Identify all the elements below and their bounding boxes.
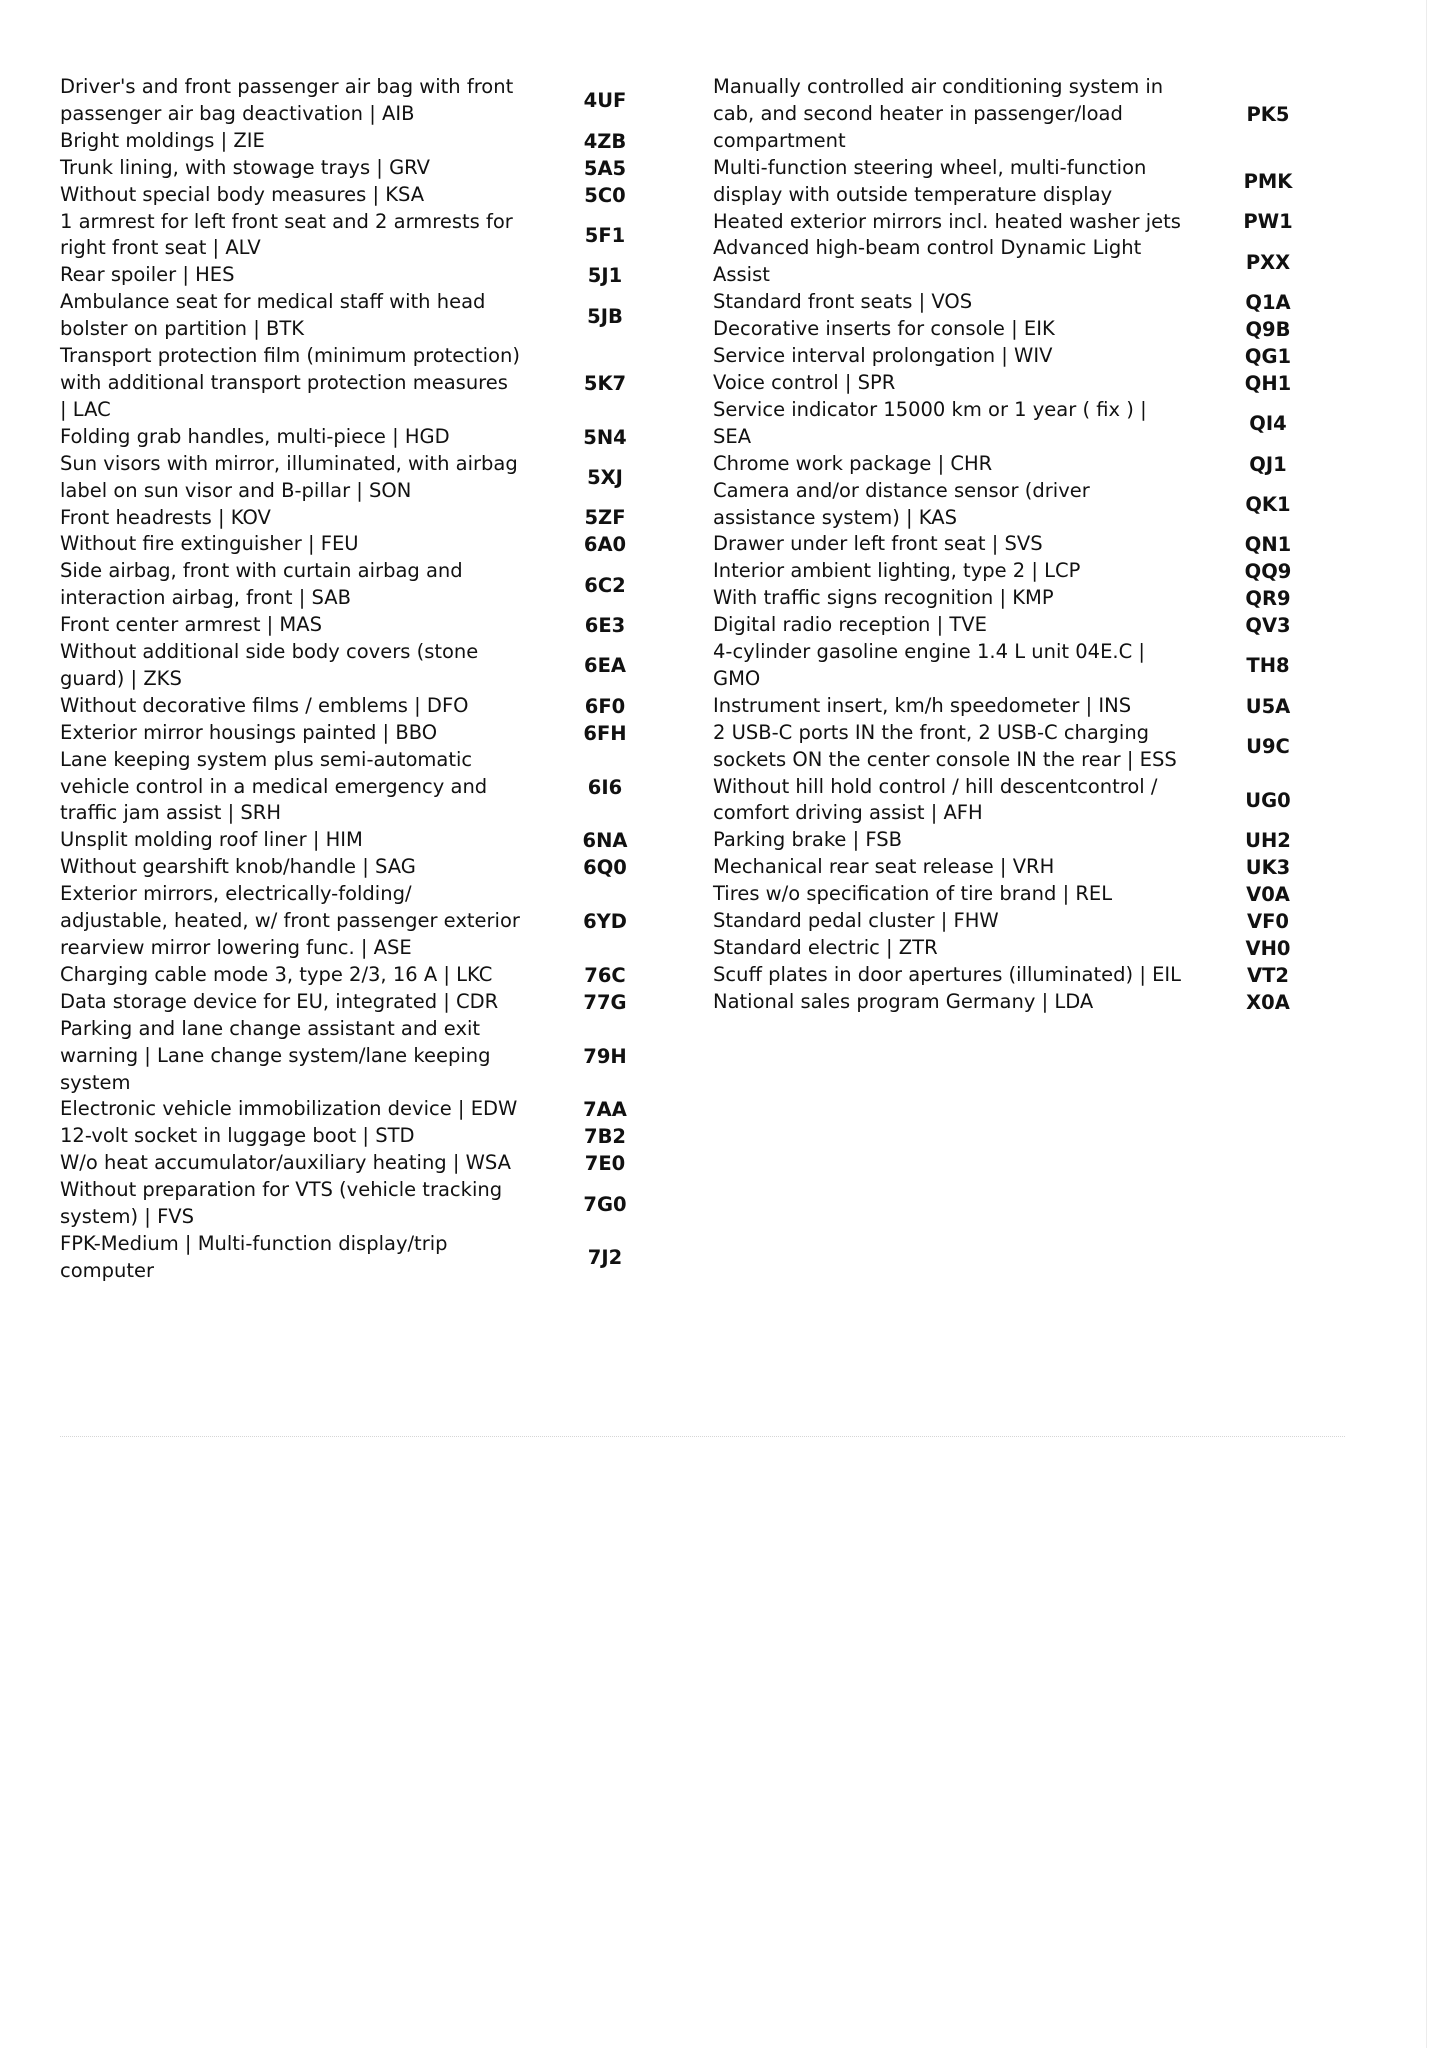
equipment-description: 1 armrest for left front seat and 2 armrests for right front seat | ALV <box>60 209 513 260</box>
equipment-description: Side airbag, front with curtain airbag and interaction airbag, front | SAB <box>60 559 463 610</box>
equipment-row <box>60 1096 690 1123</box>
equipment-description: Bright moldings | ZIE <box>60 128 265 152</box>
option-code: UH2 <box>1245 829 1291 853</box>
equipment-row <box>713 854 1353 881</box>
option-code: 77G <box>583 990 627 1014</box>
equipment-row <box>713 478 1353 532</box>
equipment-row <box>60 854 690 881</box>
equipment-row <box>60 747 690 828</box>
equipment-description: Standard front seats | VOS <box>713 290 973 314</box>
equipment-row <box>60 827 690 854</box>
equipment-description: Service indicator 15000 km or 1 year ( fix ) | SEA <box>713 397 1147 448</box>
option-code: 6FH <box>583 721 627 745</box>
equipment-row <box>713 316 1353 343</box>
equipment-description: Drawer under left front seat | SVS <box>713 532 1043 556</box>
equipment-description: 12-volt socket in luggage boot | STD <box>60 1124 415 1148</box>
option-code: PK5 <box>1246 102 1290 126</box>
equipment-description: Exterior mirrors, electrically-folding/ adjustable, heated, w/ front passenger exterior rearview mirror lowering func. | ASE <box>60 882 520 959</box>
equipment-row <box>713 881 1353 908</box>
equipment-description: Unsplit molding roof liner | HIM <box>60 828 363 852</box>
equipment-row <box>713 827 1353 854</box>
equipment-row <box>60 1177 690 1231</box>
option-code: 6E3 <box>584 614 626 638</box>
option-code: 6NA <box>582 829 628 853</box>
option-code: 5K7 <box>583 371 627 395</box>
equipment-description: Folding grab handles, multi-piece | HGD <box>60 424 450 448</box>
equipment-description: Lane keeping system plus semi-automatic vehicle control in a medical emergency and traffic jam assist | SRH <box>60 747 488 825</box>
equipment-row <box>60 128 690 155</box>
equipment-description: Without preparation for VTS (vehicle tracking system) | FVS <box>60 1178 503 1229</box>
equipment-description: Without hill hold control / hill descentcontrol / comfort driving assist | AFH <box>713 774 1158 825</box>
option-code: VF0 <box>1247 910 1289 934</box>
option-code: PW1 <box>1243 210 1293 234</box>
option-code: 7J2 <box>587 1246 623 1270</box>
equipment-description: Standard electric | ZTR <box>713 936 938 959</box>
equipment-row <box>60 1016 690 1097</box>
scan-artifact-line <box>60 1436 1345 1437</box>
equipment-row <box>713 370 1353 397</box>
equipment-description: Transport protection film (minimum protection) with additional transport protection measures | LAC <box>60 344 520 421</box>
equipment-description: Exterior mirror housings painted | BBO <box>60 720 438 744</box>
option-code: 6F0 <box>584 694 626 718</box>
equipment-row <box>60 720 690 747</box>
equipment-row <box>713 693 1353 720</box>
option-code: 76C <box>584 963 626 987</box>
equipment-description: Scuff plates in door apertures (illuminated) | EIL <box>713 962 1182 986</box>
equipment-row <box>713 209 1353 236</box>
equipment-description: Voice control | SPR <box>713 370 896 394</box>
equipment-row <box>713 558 1353 585</box>
equipment-row <box>60 881 690 962</box>
option-code: 6I6 <box>587 775 623 799</box>
equipment-description: Instrument insert, km/h speedometer | INS <box>713 693 1132 717</box>
equipment-row <box>60 1231 690 1285</box>
equipment-description: Mechanical rear seat release | VRH <box>713 855 1055 879</box>
equipment-description: Digital radio reception | TVE <box>713 613 987 637</box>
option-code: 4ZB <box>583 129 627 153</box>
option-code: 7E0 <box>584 1152 626 1176</box>
option-code: 6C2 <box>584 573 626 597</box>
option-code: U9C <box>1246 735 1290 759</box>
equipment-description: Trunk lining, with stowage trays | GRV <box>60 155 431 179</box>
option-code: QQ9 <box>1244 560 1292 584</box>
option-code: UK3 <box>1245 856 1291 880</box>
option-code: VT2 <box>1247 963 1289 987</box>
equipment-description: Charging cable mode 3, type 2/3, 16 A | LKC <box>60 962 493 986</box>
equipment-row <box>60 962 690 989</box>
option-code: V0A <box>1246 883 1290 907</box>
equipment-row <box>713 397 1353 451</box>
option-code: U5A <box>1245 694 1291 718</box>
option-code: 5ZF <box>584 506 626 530</box>
equipment-description: 4-cylinder gasoline engine 1.4 L unit 04E.C | GMO <box>713 640 1145 690</box>
equipment-row <box>713 908 1353 935</box>
equipment-description: Data storage device for EU, integrated | CDR <box>60 989 499 1013</box>
option-code: VH0 <box>1245 936 1291 960</box>
equipment-row <box>60 74 690 128</box>
equipment-description: Sun visors with mirror, illuminated, with airbag label on sun visor and B-pillar | SON <box>60 451 518 502</box>
equipment-description: Advanced high-beam control Dynamic Light Assist <box>713 236 1142 287</box>
equipment-row <box>60 182 690 209</box>
equipment-description: Without additional side body covers (stone guard) | ZKS <box>60 640 479 690</box>
equipment-list-right <box>713 74 1353 1016</box>
equipment-row <box>60 451 690 505</box>
option-code: 7AA <box>583 1098 627 1122</box>
equipment-row <box>60 1150 690 1177</box>
option-code: UG0 <box>1245 788 1291 812</box>
equipment-row <box>60 989 690 1016</box>
equipment-row <box>713 155 1353 209</box>
option-code: TH8 <box>1246 654 1290 678</box>
equipment-description: Heated exterior mirrors incl. heated washer jets <box>713 209 1181 233</box>
equipment-row <box>60 155 690 182</box>
equipment-description: Tires w/o specification of tire brand | REL <box>713 882 1113 906</box>
option-code: 5A5 <box>583 156 627 180</box>
option-code: PMK <box>1243 170 1293 194</box>
equipment-description: Rear spoiler | HES <box>60 263 235 287</box>
option-code: 5C0 <box>584 183 626 207</box>
scan-artifact-edge <box>1426 0 1427 2048</box>
option-code: Q9B <box>1245 318 1291 342</box>
option-code: 6Q0 <box>583 856 627 880</box>
option-code: QK1 <box>1245 493 1291 516</box>
option-code: 5XJ <box>587 466 623 490</box>
option-code: 5N4 <box>583 425 627 449</box>
equipment-description: Decorative inserts for console | EIK <box>713 317 1055 341</box>
option-code: QR9 <box>1245 587 1291 611</box>
option-code: QG1 <box>1244 345 1292 369</box>
equipment-row <box>60 1123 690 1150</box>
equipment-description: Without decorative films / emblems | DFO <box>60 693 469 717</box>
equipment-description: Front center armrest | MAS <box>60 613 322 637</box>
equipment-row <box>60 289 690 343</box>
equipment-description: Without special body measures | KSA <box>60 182 425 206</box>
option-code: QN1 <box>1244 533 1292 557</box>
equipment-row <box>713 289 1353 316</box>
option-code: QV3 <box>1245 614 1291 638</box>
equipment-description: Camera and/or distance sensor (driver assistance system) | KAS <box>713 478 1090 529</box>
equipment-row <box>713 720 1353 774</box>
equipment-row <box>60 343 690 424</box>
equipment-row <box>713 612 1353 639</box>
equipment-row <box>713 935 1353 962</box>
equipment-row <box>713 343 1353 370</box>
equipment-description: Without fire extinguisher | FEU <box>60 532 359 556</box>
equipment-row <box>713 235 1353 289</box>
equipment-row <box>713 774 1353 828</box>
equipment-row <box>713 531 1353 558</box>
option-code: 5JB <box>587 304 623 328</box>
option-code: 79H <box>583 1044 627 1068</box>
option-code: 6A0 <box>583 533 627 557</box>
equipment-description: Front headrests | KOV <box>60 505 271 529</box>
equipment-description: Ambulance seat for medical staff with head bolster on partition | BTK <box>60 290 486 341</box>
option-code: Q1A <box>1245 291 1291 315</box>
equipment-row <box>60 639 690 693</box>
equipment-description: Standard pedal cluster | FHW <box>713 909 999 933</box>
equipment-row <box>60 531 690 558</box>
equipment-description: Parking brake | FSB <box>713 828 903 852</box>
equipment-description: Parking and lane change assistant and exit warning | Lane change system/lane keeping system <box>60 1016 491 1094</box>
equipment-description: Manually controlled air conditioning system in cab, and second heater in passenger/load compartment <box>713 75 1164 152</box>
equipment-description: Without gearshift knob/handle | SAG <box>60 855 416 879</box>
equipment-row <box>60 693 690 720</box>
option-code: QJ1 <box>1249 452 1287 476</box>
equipment-description: FPK-Medium | Multi-function display/trip computer <box>60 1231 448 1282</box>
option-code: QI4 <box>1249 412 1287 436</box>
equipment-list-left <box>60 74 690 1285</box>
option-code: 6EA <box>584 654 626 678</box>
equipment-row <box>713 989 1353 1016</box>
equipment-row <box>60 209 690 263</box>
equipment-description: Electronic vehicle immobilization device | EDW <box>60 1097 518 1121</box>
equipment-row <box>60 505 690 532</box>
equipment-description: Chrome work package | CHR <box>713 451 993 475</box>
equipment-description: Driver's and front passenger air bag with front passenger air bag deactivation | AIB <box>60 75 514 125</box>
equipment-row <box>713 585 1353 612</box>
equipment-row <box>60 612 690 639</box>
option-code: X0A <box>1246 990 1290 1014</box>
equipment-description: 2 USB-C ports IN the front, 2 USB-C charging sockets ON the center console IN the rear | ESS <box>713 720 1177 771</box>
option-code: 7B2 <box>584 1125 626 1149</box>
equipment-description: National sales program Germany | LDA <box>713 989 1094 1013</box>
option-code: 5J1 <box>587 264 623 288</box>
option-code: 4UF <box>583 89 627 113</box>
option-code: QH1 <box>1244 371 1292 395</box>
equipment-description: W/o heat accumulator/auxiliary heating | WSA <box>60 1151 512 1175</box>
equipment-row <box>60 424 690 451</box>
equipment-row <box>60 558 690 612</box>
option-code: PXX <box>1245 250 1291 274</box>
equipment-description: Interior ambient lighting, type 2 | LCP <box>713 559 1081 583</box>
equipment-row <box>713 962 1353 989</box>
equipment-description: Service interval prolongation | WIV <box>713 344 1053 368</box>
option-code: 7G0 <box>583 1192 627 1216</box>
equipment-row <box>713 451 1353 478</box>
equipment-row <box>713 639 1353 693</box>
equipment-description: With traffic signs recognition | KMP <box>713 586 1054 610</box>
option-code: 6YD <box>583 910 627 934</box>
option-code: 5F1 <box>584 223 626 247</box>
equipment-row <box>60 262 690 289</box>
equipment-description: Multi-function steering wheel, multi-function display with outside temperature display <box>713 155 1147 206</box>
equipment-row <box>713 74 1353 155</box>
